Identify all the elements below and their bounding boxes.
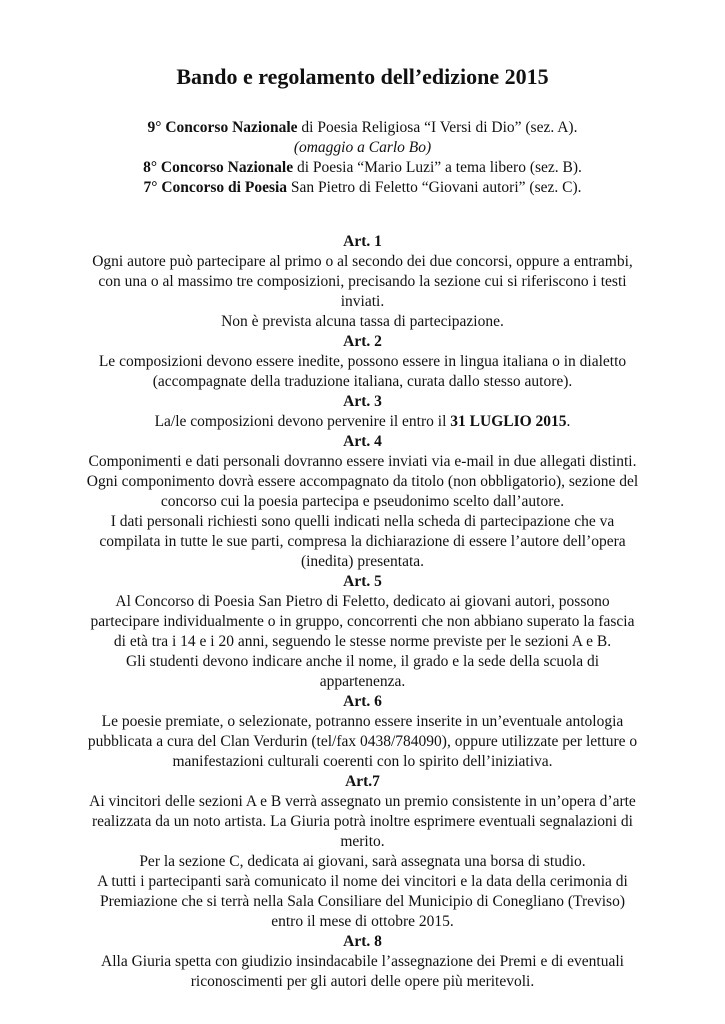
text-segment: 31 LUGLIO 2015	[450, 413, 567, 431]
contest-line	[84, 118, 641, 138]
contest-line	[84, 178, 641, 198]
text-segment: Gli studenti devono indicare anche il nome, il grado e la sede della scuola di appartenenza.	[125, 653, 600, 691]
article-heading: Art. 6	[343, 693, 382, 711]
article-paragraph	[84, 412, 641, 432]
text-segment: Ogni autore può partecipare al primo o al secondo dei due concorsi, oppure a entrambi, con una o al massimo tre composizioni, precisando la sezione cui si riferiscono i testi inviati.	[92, 253, 633, 311]
text-segment: A tutti i partecipanti sarà comunicato il nome dei vincitori e la data della cerimonia di Premiazione che si terrà nella Sala Consiliare del Municipio di Conegliano (Treviso) entro il mese di ottobre 2015.	[97, 873, 628, 931]
contest-header	[84, 118, 641, 198]
text-segment: di Poesia Religiosa “I Versi di Dio” (sez. A).	[297, 119, 578, 137]
text-segment: .	[566, 413, 571, 431]
article-paragraph	[84, 512, 641, 572]
text-segment: Le composizioni devono essere inedite, possono essere in lingua italiana o in dialetto (accompagnate della traduzione italiana, curata dallo stesso autore).	[98, 353, 627, 391]
article-paragraph	[84, 872, 641, 932]
article-paragraph	[84, 452, 641, 512]
text-segment: Per la sezione C, dedicata ai giovani, sarà assegnata una borsa di studio.	[139, 853, 586, 871]
article-paragraph	[84, 712, 641, 772]
text-segment: 7° Concorso di Poesia	[143, 179, 288, 197]
article-paragraph	[84, 852, 641, 872]
articles-section	[84, 232, 641, 992]
article-heading: Art.7	[345, 773, 380, 791]
text-segment: Al Concorso di Poesia San Pietro di Feletto, dedicato ai giovani autori, possono partecipare individualmente o in gruppo, concorrenti che non abbiano superato la fascia di età tra i 14 e i 20 anni, seguendo le stesse norme previste per le sezioni A e B.	[90, 593, 635, 651]
article-heading: Art. 1	[343, 233, 382, 251]
article-paragraph	[84, 252, 641, 312]
article-heading: Art. 8	[343, 933, 382, 951]
article-paragraph	[84, 352, 641, 392]
text-segment: 9° Concorso Nazionale	[147, 119, 298, 137]
contest-line	[84, 158, 641, 178]
article-paragraph	[84, 792, 641, 852]
article-paragraph	[84, 312, 641, 332]
article-paragraph	[84, 652, 641, 692]
article-heading: Art. 2	[343, 333, 382, 351]
text-segment: I dati personali richiesti sono quelli indicati nella scheda di partecipazione che va compilata in tutte le sue parti, compresa la dichiarazione di essere l’autore dell’opera (inedita) presentata.	[99, 513, 626, 571]
page-title: Bando e regolamento dell’edizione 2015	[176, 64, 549, 89]
contest-line	[84, 138, 641, 158]
text-segment: Componimenti e dati personali dovranno essere inviati via e-mail in due allegati distinti. Ogni componimento dovrà essere accompagnato da titolo (non obbligatorio), sezione del concorso cui la poesia partecipa e pseudonimo scelto dall’autore.	[86, 453, 639, 511]
article-heading: Art. 3	[343, 393, 382, 411]
text-segment: Non è prevista alcuna tassa di partecipazione.	[221, 313, 504, 331]
text-segment: di Poesia “Mario Luzi” a tema libero (sez. B).	[293, 159, 582, 177]
text-segment: San Pietro di Feletto “Giovani autori” (sez. C).	[287, 179, 582, 197]
text-segment: Alla Giuria spetta con giudizio insindacabile l’assegnazione dei Premi e di eventuali riconoscimenti per gli autori delle opere più meritevoli.	[101, 953, 624, 991]
text-segment: 8° Concorso Nazionale	[143, 159, 294, 177]
text-segment: (omaggio a Carlo Bo)	[293, 139, 432, 157]
text-segment: Le poesie premiate, o selezionate, potranno essere inserite in un’eventuale antologia pubblicata a cura del Clan Verdurin (tel/fax 0438/784090), oppure utilizzate per letture o manifestazioni culturali coerenti con lo spirito dell’iniziativa.	[87, 713, 638, 771]
article-paragraph	[84, 952, 641, 992]
text-segment: La/le composizioni devono pervenire il entro il	[154, 413, 451, 431]
article-paragraph	[84, 592, 641, 652]
text-segment: Ai vincitori delle sezioni A e B verrà assegnato un premio consistente in un’opera d’arte realizzata da un noto artista. La Giuria potrà inoltre esprimere eventuali segnalazioni di merito.	[89, 793, 636, 851]
article-heading: Art. 5	[343, 573, 382, 591]
article-heading: Art. 4	[343, 433, 382, 451]
